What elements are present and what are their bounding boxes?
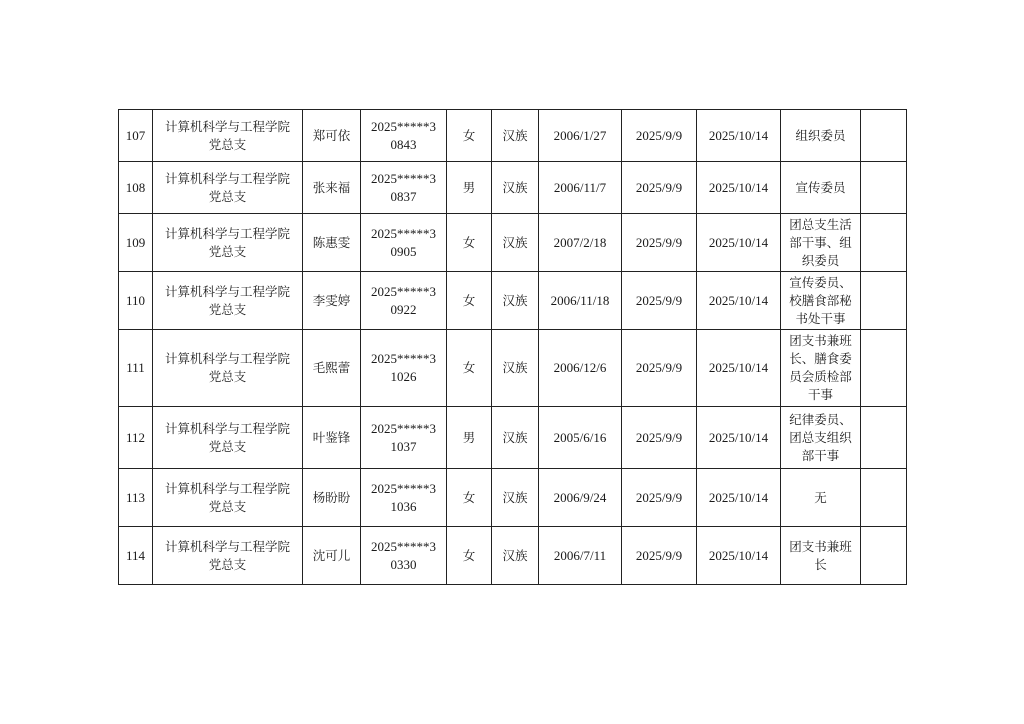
name-cell: [303, 527, 361, 585]
date-a-cell: [622, 162, 697, 214]
table-row: [119, 527, 907, 585]
date-b-cell: [697, 330, 781, 407]
student-id-cell-text: 2025*****3: [371, 283, 436, 299]
student-id-cell-text: 0922: [390, 301, 417, 317]
student-id-cell: [361, 469, 447, 527]
name-cell-text: 毛熙蕾: [312, 360, 351, 375]
row-number-cell: [119, 527, 153, 585]
birth-date-cell-text: 2006/9/24: [553, 489, 607, 505]
birth-date-cell: [539, 272, 622, 330]
gender-cell: [447, 214, 492, 272]
ethnicity-cell-text: 汉族: [502, 127, 528, 143]
student-id-cell-text: 0843: [390, 136, 417, 152]
student-id-cell-text: 2025*****3: [371, 538, 436, 554]
date-a-cell-text: 2025/9/9: [635, 179, 683, 195]
ethnicity-cell: [492, 407, 539, 469]
extra-cell: [861, 330, 907, 407]
date-a-cell-text: 2025/9/9: [635, 547, 683, 563]
name-cell-text: 叶鉴锋: [312, 429, 351, 445]
ethnicity-cell-text: 汉族: [502, 360, 528, 375]
row-number-cell: [119, 162, 153, 214]
student-id-cell: [361, 527, 447, 585]
ethnicity-cell: [492, 330, 539, 407]
gender-cell-text: 男: [462, 179, 476, 195]
row-number-cell: [119, 330, 153, 407]
gender-cell-text: 女: [462, 234, 476, 250]
extra-cell: [861, 110, 907, 162]
unit-cell: [153, 214, 303, 272]
student-id-cell-text: 2025*****3: [371, 420, 436, 436]
birth-date-cell-text: 2006/11/18: [550, 292, 610, 308]
unit-cell-text: 党总支: [208, 498, 247, 514]
unit-cell-text: 党总支: [208, 438, 247, 454]
role-cell-text: 宣传委员: [795, 179, 846, 195]
row-number-cell: [119, 214, 153, 272]
table-row: [119, 469, 907, 527]
student-id-cell-text: 2025*****3: [371, 480, 436, 496]
name-cell-text: 陈惠雯: [312, 234, 351, 250]
table-row: [119, 330, 907, 407]
role-cell: [781, 330, 861, 407]
row-number-cell: [119, 110, 153, 162]
ethnicity-cell-text: 汉族: [502, 429, 528, 445]
gender-cell-text: 女: [462, 127, 476, 143]
gender-cell: [447, 162, 492, 214]
birth-date-cell-text: 2006/11/7: [553, 179, 607, 195]
birth-date-cell: [539, 214, 622, 272]
table-body: [119, 110, 907, 585]
name-cell: [303, 469, 361, 527]
unit-cell-text: 计算机科学与工程学院: [164, 538, 290, 554]
student-id-cell-text: 2025*****3: [371, 351, 436, 366]
ethnicity-cell-text: 汉族: [502, 489, 528, 505]
name-cell: [303, 110, 361, 162]
date-b-cell: [697, 272, 781, 330]
student-id-cell: [361, 162, 447, 214]
date-b-cell: [697, 162, 781, 214]
date-b-cell: [697, 110, 781, 162]
ethnicity-cell-text: 汉族: [502, 234, 528, 250]
birth-date-cell-text: 2006/7/11: [553, 547, 607, 563]
unit-cell-text: 计算机科学与工程学院: [164, 480, 290, 496]
date-b-cell: [697, 214, 781, 272]
ethnicity-cell: [492, 527, 539, 585]
gender-cell-text: 女: [462, 489, 476, 505]
ethnicity-cell-text: 汉族: [502, 547, 528, 563]
student-id-cell: [361, 272, 447, 330]
student-id-cell: [361, 330, 447, 407]
birth-date-cell: [539, 330, 622, 407]
name-cell: [303, 162, 361, 214]
student-id-cell-text: 2025*****3: [371, 225, 436, 241]
row-number-cell-text: 108: [125, 179, 146, 195]
student-id-cell-text: 0905: [390, 243, 417, 259]
unit-cell: [153, 272, 303, 330]
name-cell: [303, 272, 361, 330]
student-id-cell-text: 2025*****3: [371, 118, 436, 134]
birth-date-cell: [539, 407, 622, 469]
role-cell-text: 团总支生活部干事、组织委员: [789, 216, 852, 268]
extra-cell: [861, 272, 907, 330]
role-cell-text: 纪律委员、团总支组织部干事: [789, 411, 852, 463]
birth-date-cell: [539, 162, 622, 214]
extra-cell: [861, 407, 907, 469]
ethnicity-cell-text: 汉族: [502, 179, 528, 195]
role-cell-text: 团支书兼班长、膳食委员会质检部干事: [789, 333, 852, 402]
ethnicity-cell-text: 汉族: [502, 292, 528, 308]
date-b-cell-text: 2025/10/14: [708, 547, 769, 563]
role-cell: [781, 527, 861, 585]
date-b-cell: [697, 469, 781, 527]
birth-date-cell-text: 2006/12/6: [553, 360, 607, 375]
role-cell: [781, 214, 861, 272]
name-cell-text: 郑可依: [312, 127, 351, 143]
table-row: [119, 407, 907, 469]
birth-date-cell: [539, 110, 622, 162]
student-id-cell: [361, 214, 447, 272]
unit-cell-text: 计算机科学与工程学院: [164, 420, 290, 436]
gender-cell-text: 女: [462, 360, 476, 375]
unit-cell: [153, 407, 303, 469]
student-id-cell-text: 1036: [390, 498, 417, 514]
role-cell: [781, 469, 861, 527]
date-b-cell-text: 2025/10/14: [708, 429, 769, 445]
ethnicity-cell: [492, 162, 539, 214]
gender-cell: [447, 272, 492, 330]
row-number-cell-text: 107: [125, 127, 146, 143]
ethnicity-cell: [492, 469, 539, 527]
date-b-cell-text: 2025/10/14: [708, 489, 769, 505]
row-number-cell: [119, 407, 153, 469]
table-row: [119, 214, 907, 272]
gender-cell-text: 男: [462, 429, 476, 445]
birth-date-cell-text: 2007/2/18: [553, 234, 607, 250]
date-a-cell: [622, 527, 697, 585]
extra-cell: [861, 162, 907, 214]
table-row: [119, 110, 907, 162]
gender-cell: [447, 407, 492, 469]
name-cell: [303, 330, 361, 407]
date-a-cell: [622, 407, 697, 469]
date-a-cell-text: 2025/9/9: [635, 360, 683, 375]
date-a-cell: [622, 330, 697, 407]
extra-cell: [861, 527, 907, 585]
student-id-cell: [361, 110, 447, 162]
date-a-cell: [622, 214, 697, 272]
date-a-cell: [622, 110, 697, 162]
role-cell: [781, 110, 861, 162]
unit-cell: [153, 469, 303, 527]
unit-cell-text: 计算机科学与工程学院: [164, 170, 290, 186]
row-number-cell: [119, 272, 153, 330]
unit-cell-text: 党总支: [208, 301, 247, 317]
extra-cell: [861, 469, 907, 527]
row-number-cell-text: 114: [125, 547, 146, 563]
role-cell: [781, 272, 861, 330]
student-id-cell-text: 0837: [390, 188, 417, 204]
extra-cell: [861, 214, 907, 272]
row-number-cell-text: 109: [125, 234, 146, 250]
gender-cell-text: 女: [462, 292, 476, 308]
gender-cell: [447, 110, 492, 162]
unit-cell-text: 计算机科学与工程学院: [164, 225, 290, 241]
row-number-cell-text: 112: [125, 429, 146, 445]
unit-cell: [153, 162, 303, 214]
birth-date-cell-text: 2005/6/16: [553, 429, 607, 445]
row-number-cell-text: 110: [125, 292, 146, 308]
unit-cell: [153, 330, 303, 407]
date-b-cell-text: 2025/10/14: [708, 234, 769, 250]
gender-cell: [447, 330, 492, 407]
unit-cell-text: 党总支: [208, 556, 247, 572]
role-cell-text: 无: [814, 489, 827, 505]
date-a-cell: [622, 469, 697, 527]
row-number-cell-text: 113: [125, 489, 146, 505]
unit-cell: [153, 110, 303, 162]
role-cell-text: 组织委员: [795, 127, 846, 143]
birth-date-cell: [539, 527, 622, 585]
unit-cell-text: 计算机科学与工程学院: [164, 283, 290, 299]
date-a-cell: [622, 272, 697, 330]
student-id-cell-text: 1026: [390, 369, 417, 384]
unit-cell-text: 党总支: [208, 188, 247, 204]
role-cell: [781, 162, 861, 214]
name-cell: [303, 214, 361, 272]
date-b-cell: [697, 407, 781, 469]
name-cell-text: 李雯婷: [312, 292, 351, 308]
ethnicity-cell: [492, 214, 539, 272]
unit-cell: [153, 527, 303, 585]
row-number-cell: [119, 469, 153, 527]
birth-date-cell: [539, 469, 622, 527]
role-cell-text: 宣传委员、校膳食部秘书处干事: [789, 274, 852, 326]
unit-cell-text: 党总支: [208, 136, 247, 152]
roster-table: [118, 109, 907, 585]
unit-cell-text: 党总支: [208, 243, 247, 259]
table-row: [119, 162, 907, 214]
date-b-cell-text: 2025/10/14: [708, 179, 769, 195]
role-cell: [781, 407, 861, 469]
date-a-cell-text: 2025/9/9: [635, 429, 683, 445]
date-a-cell-text: 2025/9/9: [635, 127, 683, 143]
birth-date-cell-text: 2006/1/27: [553, 127, 607, 143]
gender-cell: [447, 469, 492, 527]
ethnicity-cell: [492, 110, 539, 162]
unit-cell-text: 党总支: [208, 369, 247, 384]
ethnicity-cell: [492, 272, 539, 330]
gender-cell-text: 女: [462, 547, 476, 563]
name-cell-text: 杨盼盼: [312, 489, 351, 505]
student-id-cell-text: 2025*****3: [371, 170, 436, 186]
student-id-cell-text: 1037: [390, 438, 417, 454]
date-b-cell-text: 2025/10/14: [708, 127, 769, 143]
student-id-cell-text: 0330: [390, 556, 417, 572]
unit-cell-text: 计算机科学与工程学院: [164, 118, 290, 134]
name-cell: [303, 407, 361, 469]
unit-cell-text: 计算机科学与工程学院: [164, 351, 290, 366]
role-cell-text: 团支书兼班长: [789, 538, 852, 572]
date-a-cell-text: 2025/9/9: [635, 234, 683, 250]
date-a-cell-text: 2025/9/9: [635, 489, 683, 505]
row-number-cell-text: 111: [126, 360, 145, 375]
date-a-cell-text: 2025/9/9: [635, 292, 683, 308]
table-row: [119, 272, 907, 330]
gender-cell: [447, 527, 492, 585]
student-id-cell: [361, 407, 447, 469]
name-cell-text: 沈可儿: [312, 547, 351, 563]
date-b-cell-text: 2025/10/14: [708, 360, 769, 375]
date-b-cell-text: 2025/10/14: [708, 292, 769, 308]
name-cell-text: 张来福: [312, 179, 351, 195]
date-b-cell: [697, 527, 781, 585]
